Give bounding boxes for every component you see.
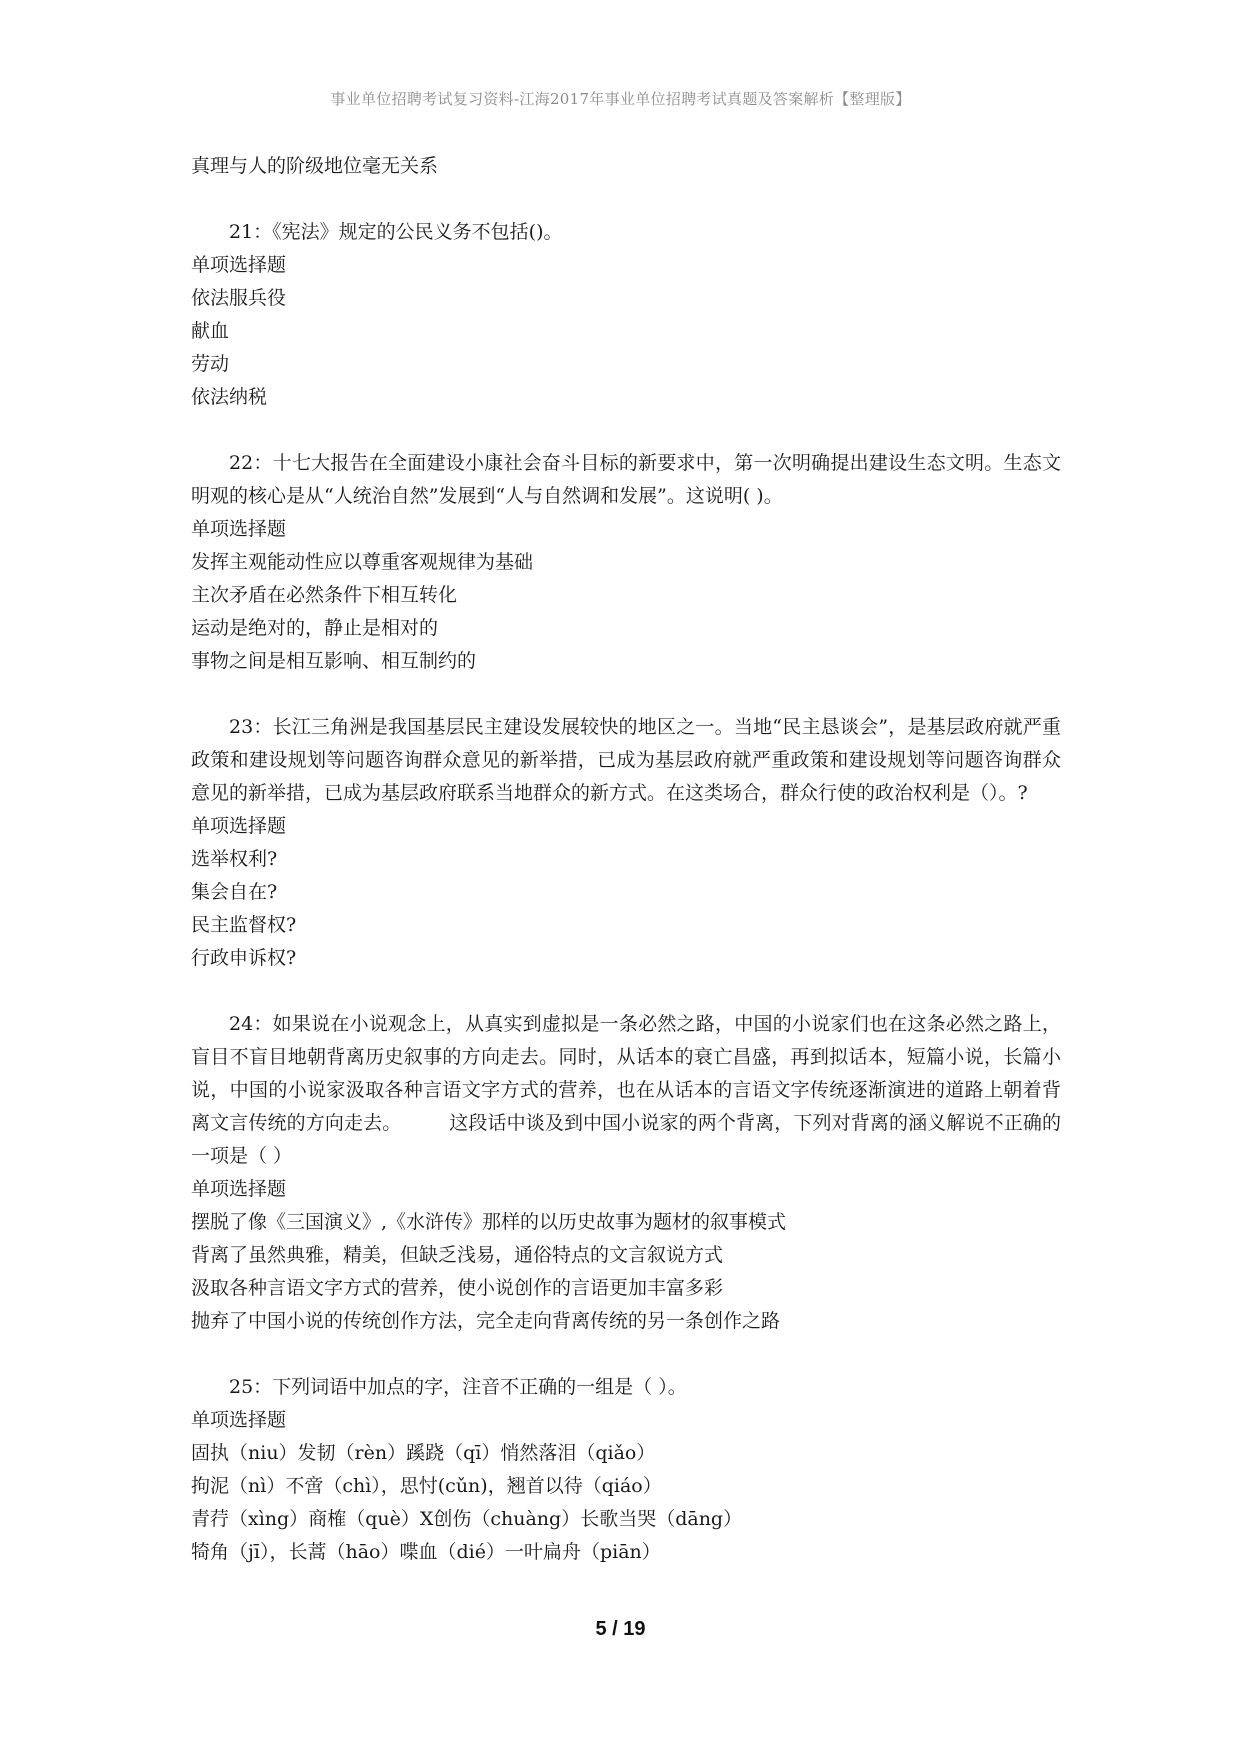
spacer	[191, 678, 1061, 711]
option-item: 运动是绝对的，静止是相对的	[191, 617, 439, 639]
option-item: 主次矛盾在必然条件下相互转化	[191, 584, 458, 606]
option-item: 发挥主观能动性应以尊重客观规律为基础	[191, 551, 534, 573]
question-stem: 22：十七大报告在全面建设小康社会奋斗目标的新要求中，第一次明确提出建设生态文明。生态文明观的核心是从“人统治自然”发展到“人与自然调和发展”。这说明( )。	[191, 452, 1061, 507]
spacer	[191, 183, 1061, 216]
question-type: 单项选择题	[191, 1178, 287, 1200]
option-item: 青荇（xìng）商榷（què）X创伤（chuàng）长歌当哭（dāng）	[191, 1508, 743, 1530]
question-stem: 24：如果说在小说观念上，从真实到虚拟是一条必然之路，中国的小说家们也在这条必然之路上，盲目不盲目地朝背离历史叙事的方向走去。同时，从话本的衰亡昌盛，再到拟话本，短篇小说，长篇小说，中国的小说家汲取各种言语文字方式的营养，也在从话本的言语文字传统逐渐演进的道路上朝着背离文言传统的方向走去。 这段话中谈及到中国小说家的两个背离，下列对背离的涵义解说不正确的一项是（ ）	[191, 1013, 1061, 1167]
option-item: 劳动	[191, 353, 230, 375]
option-item: 拘泥（nì）不啻（chì），思忖(cǔn)，翘首以待（qiáo）	[191, 1475, 662, 1497]
option-item: 集会自在?	[191, 881, 278, 903]
option-item: 依法服兵役	[191, 287, 287, 309]
question-stem: 25：下列词语中加点的字，注音不正确的一组是（ ）。	[229, 1376, 687, 1398]
question-type: 单项选择题	[191, 518, 287, 540]
question-stem: 21：《宪法》规定的公民义务不包括()。	[229, 221, 563, 243]
option-item: 汲取各种言语文字方式的营养，使小说创作的言语更加丰富多彩	[191, 1277, 724, 1299]
option-item: 民主监督权?	[191, 914, 297, 936]
option-item: 摆脱了像《三国演义》,《水浒传》那样的以历史故事为题材的叙事模式	[191, 1211, 787, 1233]
question-stem: 23：长江三角洲是我国基层民主建设发展较快的地区之一。当地“民主恳谈会”，是基层政府就严重政策和建设规划等问题咨询群众意见的新举措，已成为基层政府就严重政策和建设规划等问题咨询群众意见的新举措，已成为基层政府联系当地群众的新方式。在这类场合，群众行使的政治权利是（）。?	[191, 716, 1061, 804]
spacer	[191, 414, 1061, 447]
spacer	[191, 975, 1061, 1008]
question-block	[191, 216, 1061, 414]
option-item: 行政申诉权?	[191, 947, 297, 969]
document-body	[191, 150, 1061, 1569]
previous-question-tail: 真理与人的阶级地位毫无关系	[191, 155, 439, 177]
page-number: 5 / 19	[595, 1618, 646, 1640]
question-type: 单项选择题	[191, 1409, 287, 1431]
option-item: 犄角（jī），长蒿（hāo）喋血（dié）一叶扁舟（piān）	[191, 1541, 661, 1563]
option-item: 固执（niu）发韧（rèn）蹊跷（qī）悄然落泪（qiǎo）	[191, 1442, 656, 1464]
option-item: 事物之间是相互影响、相互制约的	[191, 650, 477, 672]
question-block	[191, 1008, 1061, 1338]
spacer	[191, 1338, 1061, 1371]
option-item: 献血	[191, 320, 230, 342]
option-item: 依法纳税	[191, 386, 268, 408]
option-item: 选举权利?	[191, 848, 278, 870]
option-item: 抛弃了中国小说的传统创作方法，完全走向背离传统的另一条创作之路	[191, 1310, 781, 1332]
question-block	[191, 447, 1061, 678]
option-item: 背离了虽然典雅，精美，但缺乏浅易，通俗特点的文言叙说方式	[191, 1244, 724, 1266]
page-header: 事业单位招聘考试复习资料-江海2017年事业单位招聘考试真题及答案解析【整理版】	[330, 90, 911, 108]
question-block	[191, 1371, 1061, 1569]
question-type: 单项选择题	[191, 815, 287, 837]
question-type: 单项选择题	[191, 254, 287, 276]
question-block	[191, 711, 1061, 975]
